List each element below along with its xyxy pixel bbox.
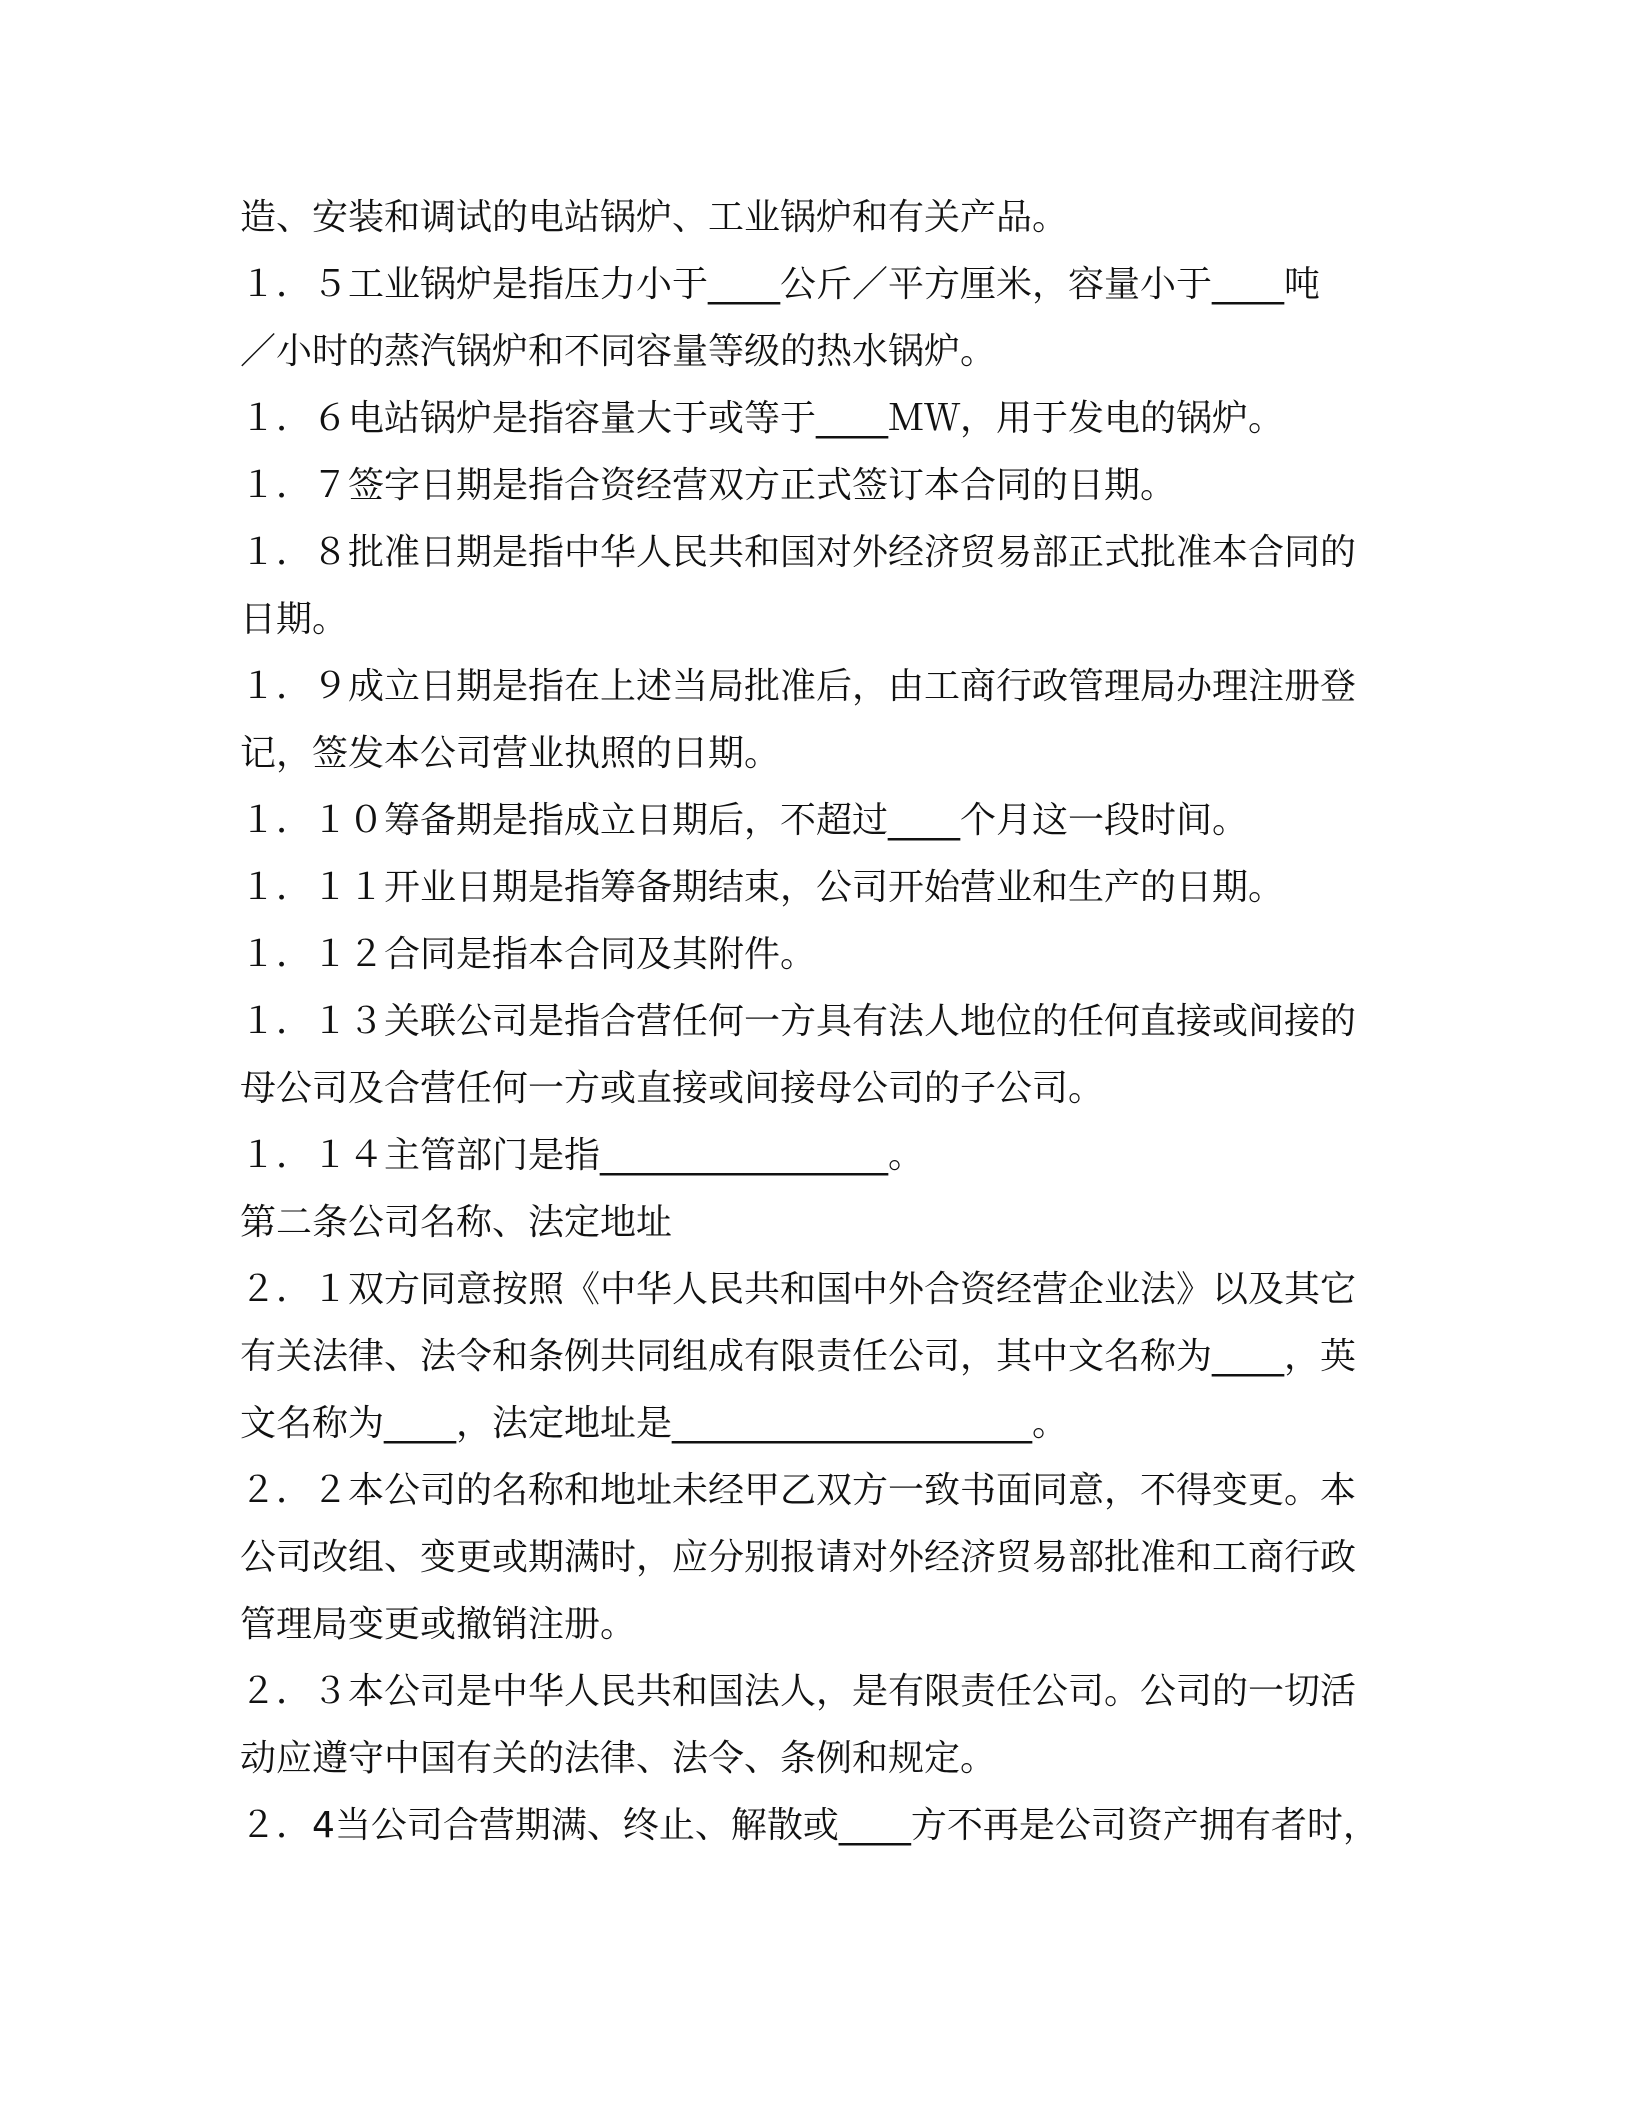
section-heading: 第二条公司名称、法定地址 <box>240 1202 673 1243</box>
text-line: １．９成立日期是指在上述当局批准后，由工商行政管理局办理注册登 <box>240 666 1357 707</box>
text-line: ／小时的蒸汽锅炉和不同容量等级的热水锅炉。 <box>240 331 997 372</box>
text-line: 造、安装和调试的电站锅炉、工业锅炉和有关产品。 <box>240 197 1069 238</box>
text-line: １．１４主管部门是指________________。 <box>240 1135 925 1176</box>
text-line: 文名称为____，法定地址是____________________。 <box>240 1403 1069 1444</box>
text-line: １．１０筹备期是指成立日期后，不超过____个月这一段时间。 <box>240 800 1249 841</box>
text-line: １．７签字日期是指合资经营双方正式签订本合同的日期。 <box>240 465 1177 506</box>
text-line: 日期。 <box>240 599 349 640</box>
text-line: ２．１双方同意按照《中华人民共和国中外合资经营企业法》以及其它 <box>240 1269 1357 1310</box>
text-line: １．８批准日期是指中华人民共和国对外经济贸易部正式批准本合同的 <box>240 532 1357 573</box>
document-body <box>240 184 1390 1859</box>
text-line: ２．4当公司合营期满、终止、解散或____方不再是公司资产拥有者时， <box>240 1805 1379 1846</box>
text-line: １．５工业锅炉是指压力小于____公斤／平方厘米，容量小于____吨 <box>240 264 1321 305</box>
text-line: 记，签发本公司营业执照的日期。 <box>240 733 781 774</box>
text-line: ２．２本公司的名称和地址未经甲乙双方一致书面同意，不得变更。本 <box>240 1470 1357 1511</box>
text-line: １．１３关联公司是指合营任何一方具有法人地位的任何直接或间接的 <box>240 1001 1357 1042</box>
text-line: 有关法律、法令和条例共同组成有限责任公司，其中文名称为____，英 <box>240 1336 1357 1377</box>
text-line: 管理局变更或撤销注册。 <box>240 1604 637 1645</box>
text-line: １．１２合同是指本合同及其附件。 <box>240 934 817 975</box>
text-line: １．１１开业日期是指筹备期结束，公司开始营业和生产的日期。 <box>240 867 1285 908</box>
text-line: １．６电站锅炉是指容量大于或等于____ＭＷ，用于发电的锅炉。 <box>240 398 1285 439</box>
text-line: 公司改组、变更或期满时，应分别报请对外经济贸易部批准和工商行政 <box>240 1537 1357 1578</box>
text-line: 母公司及合营任何一方或直接或间接母公司的子公司。 <box>240 1068 1105 1109</box>
text-line: ２．３本公司是中华人民共和国法人，是有限责任公司。公司的一切活 <box>240 1671 1357 1712</box>
text-line: 动应遵守中国有关的法律、法令、条例和规定。 <box>240 1738 997 1779</box>
